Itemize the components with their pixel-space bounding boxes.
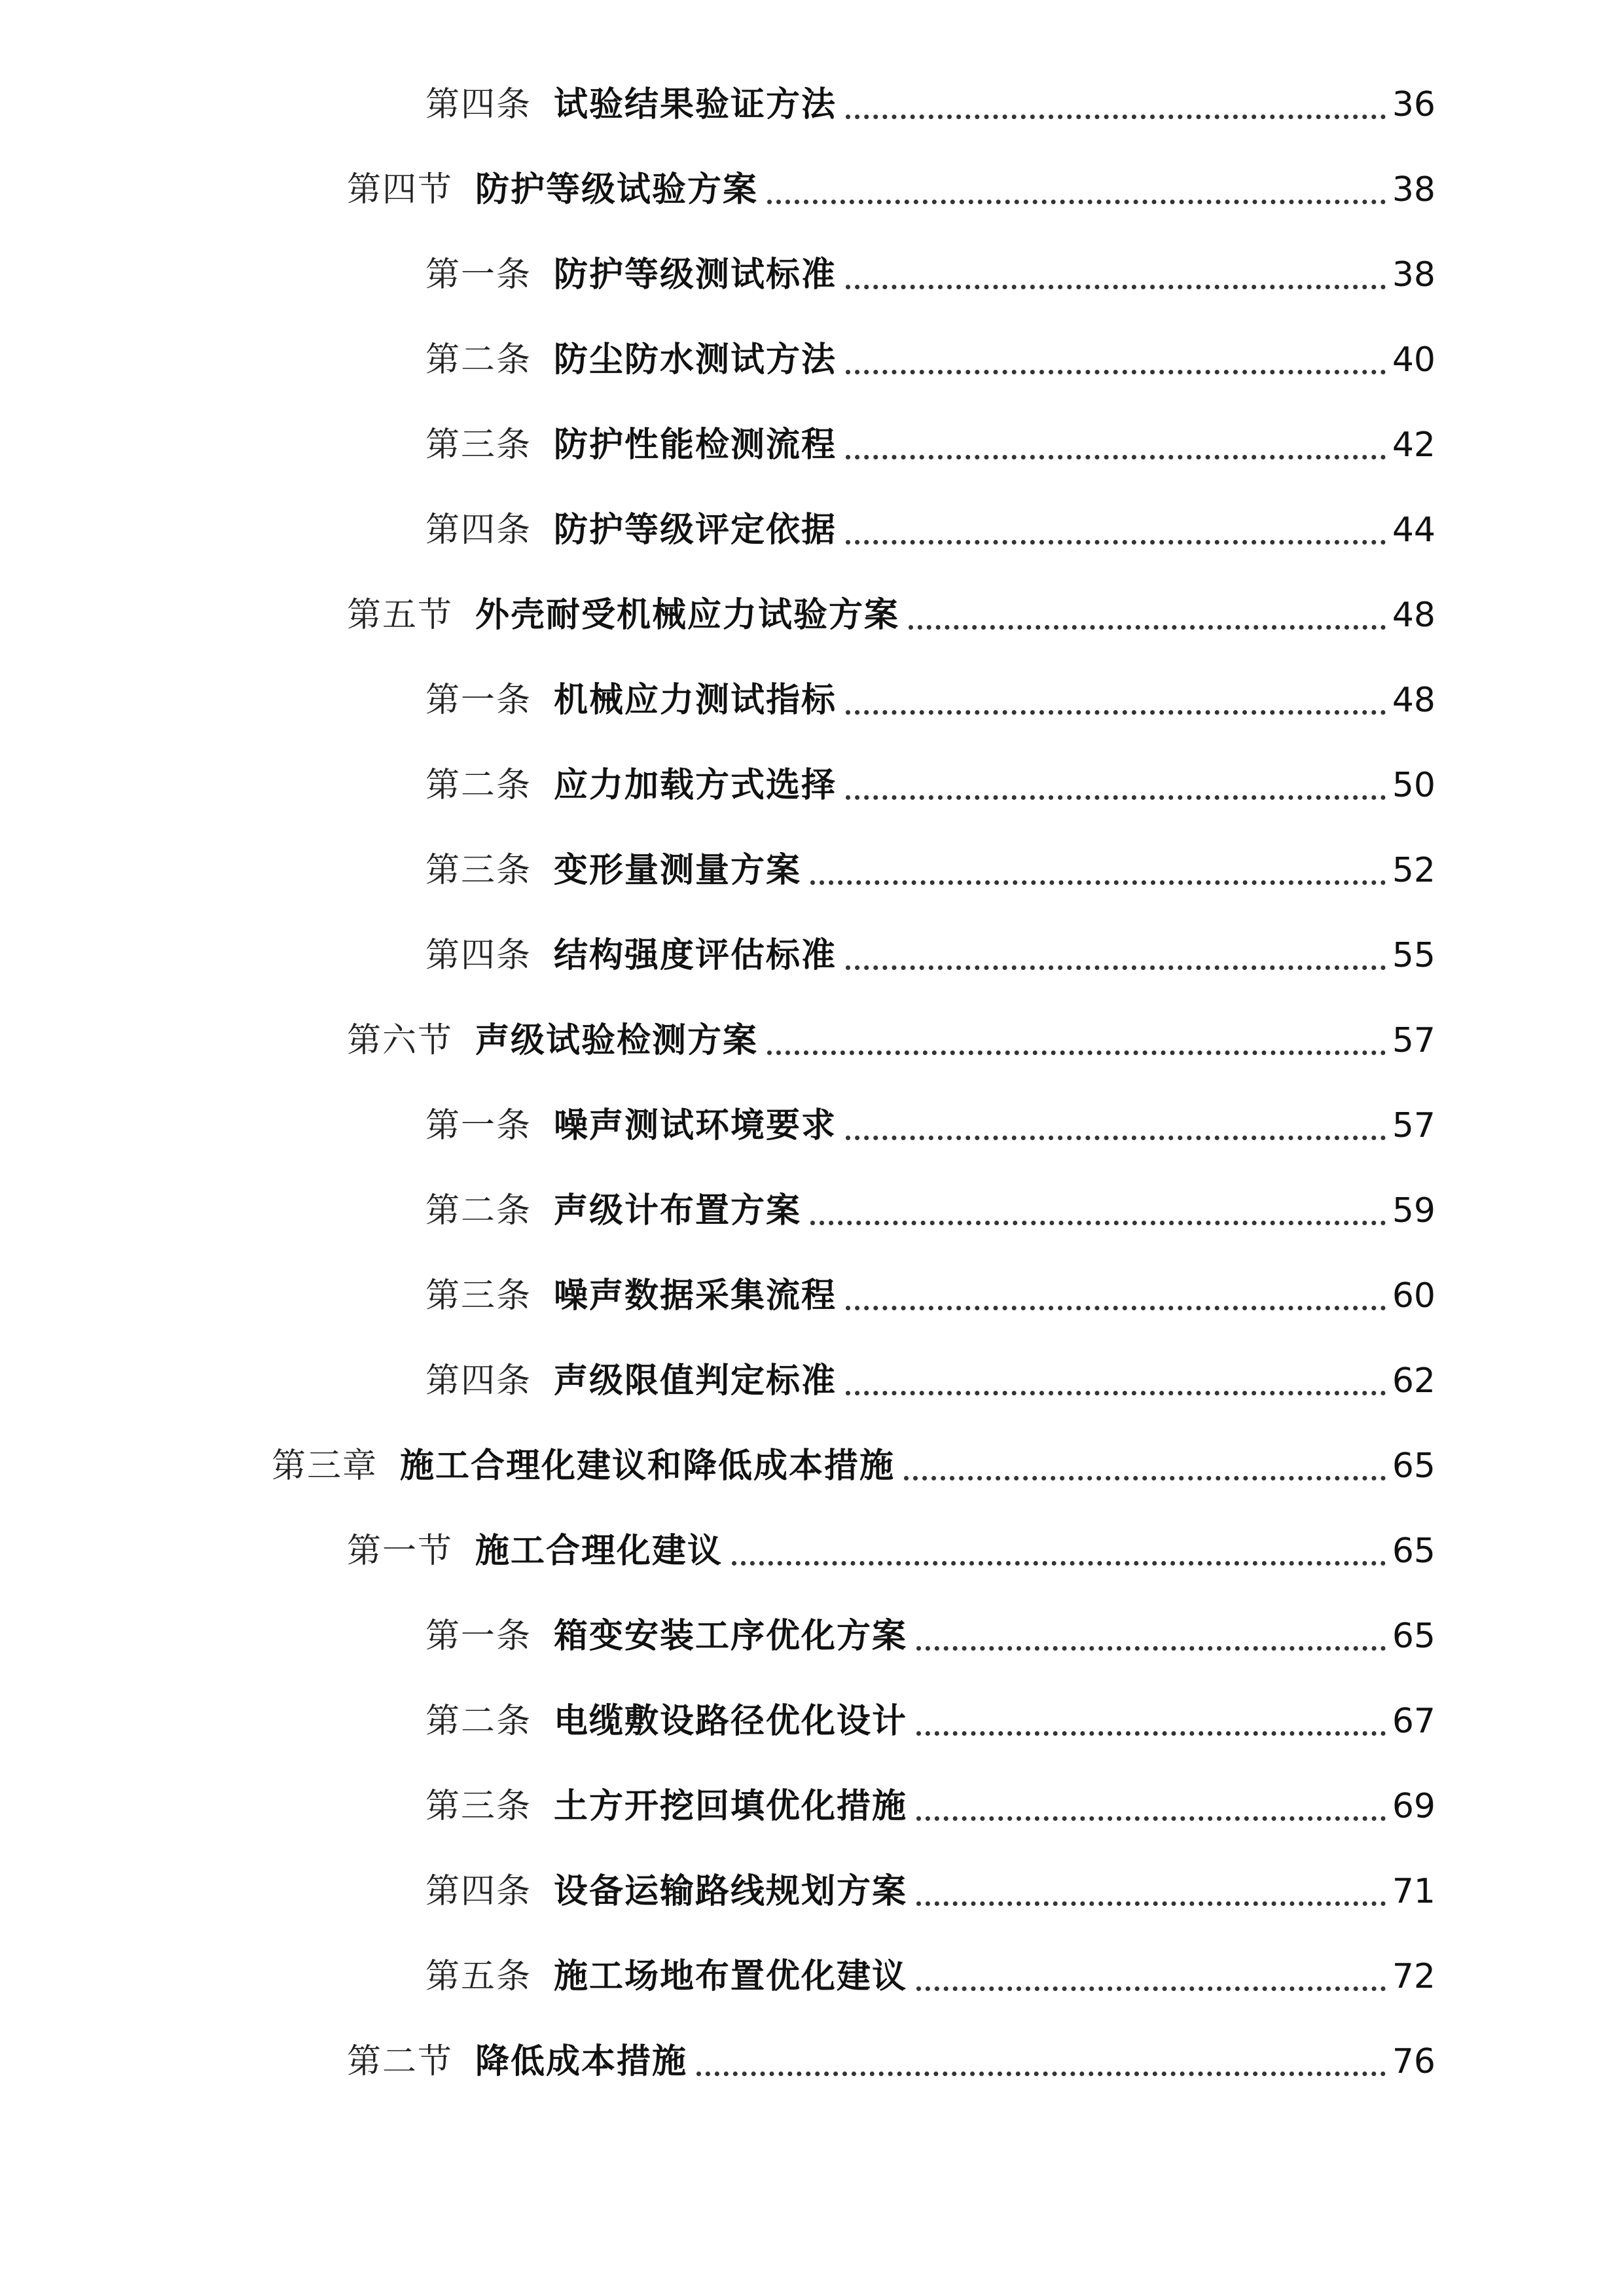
toc-dot-leader [732, 1561, 1386, 1566]
toc-entry-number: 第一条 [425, 1106, 532, 1145]
toc-page-number: 57 [1392, 1021, 1435, 1060]
toc-entry-number: 第五条 [425, 1957, 532, 1996]
toc-dot-leader [846, 795, 1386, 800]
toc-page-number: 69 [1392, 1787, 1435, 1826]
toc-page-number: 60 [1392, 1276, 1435, 1316]
toc-page-number: 55 [1392, 936, 1435, 975]
toc-dot-leader [846, 455, 1386, 459]
toc-page-number: 36 [1392, 85, 1435, 124]
toc-entry-number: 第四条 [425, 511, 532, 550]
toc-entry-number: 第四条 [425, 1361, 532, 1401]
toc-entry-title: 防护等级评定依据 [554, 510, 837, 550]
toc-entry-number: 第三条 [425, 1787, 532, 1826]
toc-dot-leader [916, 1816, 1386, 1821]
toc-page-number: 65 [1392, 1532, 1435, 1571]
toc-entry[interactable] [0, 913, 1624, 998]
toc-entry-title: 防护等级试验方案 [475, 170, 759, 209]
toc-page-number: 72 [1392, 1957, 1435, 1996]
toc-entry-number: 第四条 [425, 85, 532, 124]
toc-page-number: 38 [1392, 170, 1435, 209]
toc-entry[interactable] [0, 1424, 1624, 1509]
toc-entry-number: 第一条 [425, 681, 532, 720]
toc-dot-leader [909, 625, 1386, 630]
toc-page-number: 48 [1392, 681, 1435, 720]
table-of-contents [0, 62, 1624, 2104]
toc-entry-number: 第二条 [425, 1191, 532, 1230]
toc-page-number: 65 [1392, 1446, 1435, 1486]
toc-entry-number: 第五节 [347, 596, 454, 635]
toc-page-number: 59 [1392, 1191, 1435, 1230]
toc-entry[interactable] [0, 743, 1624, 828]
toc-dot-leader [767, 200, 1386, 204]
toc-entry[interactable] [0, 573, 1624, 658]
toc-entry[interactable] [0, 1338, 1624, 1424]
toc-entry[interactable] [0, 1083, 1624, 1168]
toc-dot-leader [846, 965, 1386, 970]
toc-entry-title: 箱变安装工序优化方案 [554, 1616, 908, 1656]
toc-page-number: 57 [1392, 1106, 1435, 1145]
toc-entry-title: 结构强度评估标准 [554, 935, 837, 975]
toc-dot-leader [810, 1221, 1386, 1225]
toc-entry-title: 防护性能检测流程 [554, 425, 837, 465]
toc-entry-title: 土方开挖回填优化措施 [554, 1786, 908, 1826]
toc-entry[interactable] [0, 1679, 1624, 1764]
toc-entry-title: 声级限值判定标准 [554, 1361, 837, 1401]
toc-dot-leader [846, 1136, 1386, 1140]
toc-entry-title: 噪声测试环境要求 [554, 1105, 837, 1145]
toc-dot-leader [916, 1646, 1386, 1651]
toc-page-number: 48 [1392, 596, 1435, 635]
toc-entry-number: 第二节 [347, 2042, 454, 2081]
toc-entry-title: 噪声数据采集流程 [554, 1276, 837, 1316]
toc-entry[interactable] [0, 232, 1624, 317]
toc-entry-title: 应力加载方式选择 [554, 765, 837, 805]
toc-entry[interactable] [0, 62, 1624, 147]
toc-entry-title: 降低成本措施 [475, 2041, 688, 2081]
toc-entry-title: 电缆敷设路径优化设计 [554, 1701, 908, 1741]
toc-page-number: 67 [1392, 1702, 1435, 1741]
toc-entry-title: 试验结果验证方法 [554, 84, 837, 124]
toc-dot-leader [810, 880, 1386, 885]
toc-entry-number: 第二条 [425, 340, 532, 380]
toc-entry-title: 声级计布置方案 [554, 1191, 802, 1230]
toc-entry-number: 第三条 [425, 851, 532, 890]
toc-entry-title: 防尘防水测试方法 [554, 340, 837, 380]
toc-entry-title: 设备运输路线规划方案 [554, 1871, 908, 1911]
toc-entry-number: 第三章 [272, 1446, 378, 1486]
toc-dot-leader [846, 115, 1386, 119]
toc-dot-leader [767, 1050, 1386, 1055]
toc-entry[interactable] [0, 1168, 1624, 1253]
toc-entry-title: 声级试验检测方案 [475, 1020, 759, 1060]
toc-entry-number: 第二条 [425, 766, 532, 805]
toc-entry-number: 第四条 [425, 936, 532, 975]
toc-entry-title: 施工合理化建议 [475, 1531, 723, 1571]
toc-entry-number: 第四节 [347, 170, 454, 209]
toc-entry-title: 施工合理化建议和降低成本措施 [400, 1446, 895, 1486]
toc-entry-number: 第四条 [425, 1872, 532, 1911]
toc-entry[interactable] [0, 998, 1624, 1083]
toc-dot-leader [916, 1731, 1386, 1736]
toc-entry[interactable] [0, 1849, 1624, 1934]
toc-page-number: 65 [1392, 1617, 1435, 1656]
toc-page-number: 38 [1392, 255, 1435, 295]
toc-entry[interactable] [0, 1764, 1624, 1849]
toc-dot-leader [846, 370, 1386, 374]
toc-entry-number: 第一节 [347, 1532, 454, 1571]
toc-entry-title: 变形量测量方案 [554, 850, 802, 890]
toc-entry-title: 施工场地布置优化建议 [554, 1956, 908, 1996]
toc-entry[interactable] [0, 2019, 1624, 2104]
toc-dot-leader [846, 285, 1386, 289]
toc-entry-title: 机械应力测试指标 [554, 680, 837, 720]
toc-entry[interactable] [0, 658, 1624, 743]
toc-entry[interactable] [0, 1594, 1624, 1679]
toc-dot-leader [916, 1986, 1386, 1991]
toc-entry[interactable] [0, 1509, 1624, 1594]
toc-dot-leader [904, 1476, 1386, 1480]
toc-dot-leader [846, 540, 1386, 545]
toc-entry[interactable] [0, 1253, 1624, 1338]
toc-page-number: 40 [1392, 340, 1435, 380]
toc-entry[interactable] [0, 147, 1624, 232]
toc-entry-title: 防护等级测试标准 [554, 255, 837, 295]
toc-entry[interactable] [0, 1934, 1624, 2019]
toc-entry-number: 第三条 [425, 425, 532, 465]
toc-entry[interactable] [0, 828, 1624, 913]
toc-dot-leader [846, 1391, 1386, 1395]
toc-entry-number: 第三条 [425, 1276, 532, 1316]
toc-dot-leader [696, 2072, 1386, 2076]
toc-dot-leader [916, 1901, 1386, 1906]
toc-entry-number: 第一条 [425, 255, 532, 295]
toc-entry-number: 第六节 [347, 1021, 454, 1060]
toc-entry-number: 第一条 [425, 1617, 532, 1656]
toc-page-number: 52 [1392, 851, 1435, 890]
toc-dot-leader [846, 1306, 1386, 1310]
toc-page-number: 76 [1392, 2042, 1435, 2081]
toc-entry[interactable] [0, 488, 1624, 573]
toc-entry-number: 第二条 [425, 1702, 532, 1741]
toc-page-number: 44 [1392, 511, 1435, 550]
toc-page-number: 71 [1392, 1872, 1435, 1911]
toc-page-number: 62 [1392, 1361, 1435, 1401]
toc-page-number: 50 [1392, 766, 1435, 805]
toc-entry[interactable] [0, 317, 1624, 403]
toc-entry-title: 外壳耐受机械应力试验方案 [475, 595, 900, 635]
toc-page-number: 42 [1392, 425, 1435, 465]
toc-entry[interactable] [0, 403, 1624, 488]
toc-dot-leader [846, 710, 1386, 715]
